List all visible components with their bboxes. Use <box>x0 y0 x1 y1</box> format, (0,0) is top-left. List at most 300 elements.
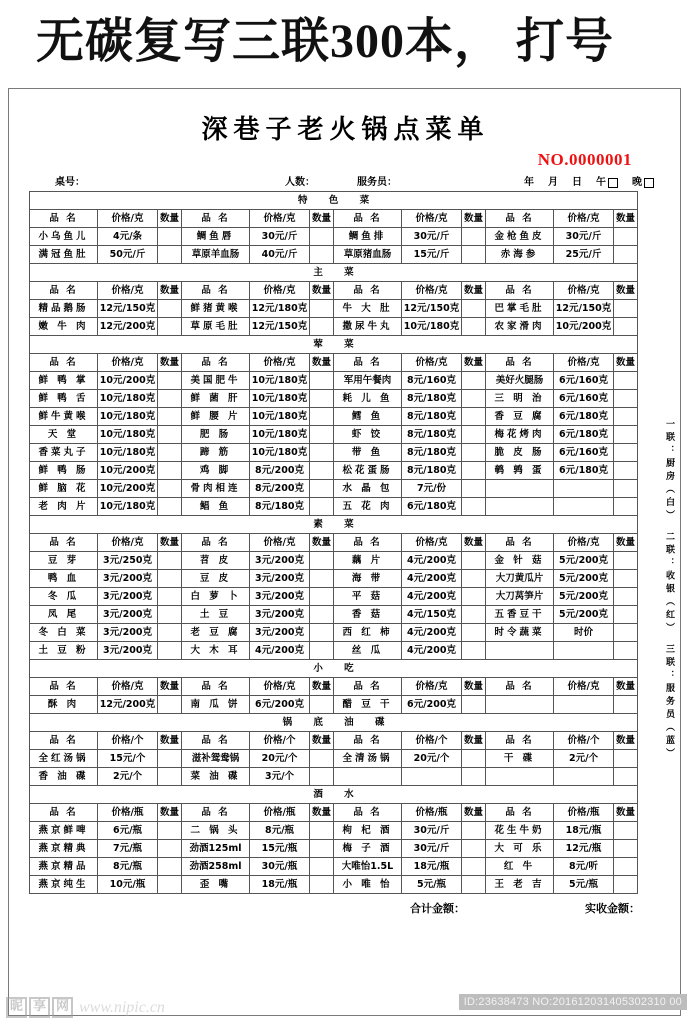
item-price: 3元/200克 <box>98 606 158 624</box>
item-name: 枸 杞 酒 <box>334 822 402 840</box>
night-checkbox[interactable] <box>644 178 654 188</box>
item-name: 大刀黄瓜片 <box>486 570 554 588</box>
header-qty: 数量 <box>310 354 334 372</box>
item-price: 6元/180克 <box>402 498 462 516</box>
item-quantity-cell[interactable] <box>158 426 182 444</box>
item-name: 带 鱼 <box>334 444 402 462</box>
item-price: 12元/150克 <box>250 318 310 336</box>
item-quantity-cell[interactable] <box>462 444 486 462</box>
item-quantity-cell[interactable] <box>158 300 182 318</box>
item-quantity-cell[interactable] <box>310 246 334 264</box>
item-quantity-cell[interactable] <box>310 480 334 498</box>
people-count-label: 人数： <box>285 177 315 188</box>
item-quantity-cell[interactable] <box>310 750 334 768</box>
item-quantity-cell[interactable] <box>614 588 638 606</box>
item-quantity-cell[interactable] <box>158 876 182 894</box>
item-quantity-cell[interactable] <box>310 444 334 462</box>
header-price: 价格/克 <box>250 354 310 372</box>
header-qty: 数量 <box>462 210 486 228</box>
item-price: 8元/180克 <box>402 408 462 426</box>
item-price: 6元/180克 <box>554 462 614 480</box>
item-price: 4元/200克 <box>402 624 462 642</box>
item-name: 牛 大 肚 <box>334 300 402 318</box>
totals-row <box>21 900 670 916</box>
item-price: 4元/条 <box>98 228 158 246</box>
item-price: 10元/200克 <box>98 372 158 390</box>
item-name: 红 牛 <box>486 858 554 876</box>
item-price: 4元/200克 <box>402 588 462 606</box>
section-title: 小 吃 <box>30 660 638 678</box>
item-name: 鲜 腰 片 <box>182 408 250 426</box>
item-name: 海 带 <box>334 570 402 588</box>
item-price: 5元/200克 <box>554 588 614 606</box>
item-quantity-cell[interactable] <box>310 570 334 588</box>
empty-cell <box>334 768 402 786</box>
page-title: 深巷子老火锅点菜单 <box>201 115 490 145</box>
item-price: 30元/斤 <box>554 228 614 246</box>
item-quantity-cell[interactable] <box>462 390 486 408</box>
item-price: 8元/180克 <box>402 426 462 444</box>
item-quantity-cell[interactable] <box>462 624 486 642</box>
item-quantity-cell[interactable] <box>158 246 182 264</box>
item-price: 30元/斤 <box>250 228 310 246</box>
header-price: 价格/克 <box>98 534 158 552</box>
item-quantity-cell[interactable] <box>462 570 486 588</box>
item-name: 老 豆 腐 <box>182 624 250 642</box>
header-price: 价格/克 <box>98 210 158 228</box>
item-quantity-cell[interactable] <box>310 318 334 336</box>
day-label: 日 <box>572 177 582 188</box>
item-name: 脆 皮 肠 <box>486 444 554 462</box>
item-quantity-cell[interactable] <box>614 300 638 318</box>
night-label: 晚 <box>632 177 642 188</box>
table-row <box>30 444 638 462</box>
table-row <box>30 426 638 444</box>
empty-cell <box>554 768 614 786</box>
item-price: 3元/200克 <box>250 552 310 570</box>
item-name: 燕京精典 <box>30 840 98 858</box>
item-price: 3元/200克 <box>250 606 310 624</box>
table-row <box>30 552 638 570</box>
item-quantity-cell[interactable] <box>310 372 334 390</box>
header-name: 品 名 <box>182 804 250 822</box>
item-quantity-cell[interactable] <box>614 480 638 498</box>
item-quantity-cell[interactable] <box>310 840 334 858</box>
item-quantity-cell[interactable] <box>614 552 638 570</box>
item-name: 大唯怡1.5L <box>334 858 402 876</box>
header-name: 品 名 <box>182 678 250 696</box>
item-quantity-cell[interactable] <box>310 822 334 840</box>
item-quantity-cell[interactable] <box>614 606 638 624</box>
item-quantity-cell[interactable] <box>310 300 334 318</box>
header-price: 价格/克 <box>554 678 614 696</box>
item-name: 满冠鱼肚 <box>30 246 98 264</box>
item-quantity-cell[interactable] <box>462 750 486 768</box>
column-header-row <box>30 282 638 300</box>
item-quantity-cell[interactable] <box>614 246 638 264</box>
item-price: 30元/斤 <box>402 228 462 246</box>
header-price: 价格/克 <box>98 354 158 372</box>
item-name: 鲷鱼唇 <box>182 228 250 246</box>
item-quantity-cell[interactable] <box>310 606 334 624</box>
item-quantity-cell[interactable] <box>614 858 638 876</box>
item-price: 6元/160克 <box>554 390 614 408</box>
header-qty: 数量 <box>310 804 334 822</box>
item-quantity-cell[interactable] <box>462 228 486 246</box>
item-quantity-cell[interactable] <box>158 696 182 714</box>
item-name: 白 萝 卜 <box>182 588 250 606</box>
item-quantity-cell[interactable] <box>158 822 182 840</box>
item-quantity-cell[interactable] <box>462 768 486 786</box>
item-price: 3元/250克 <box>98 552 158 570</box>
item-quantity-cell[interactable] <box>614 570 638 588</box>
header-name: 品 名 <box>182 534 250 552</box>
item-quantity-cell[interactable] <box>310 642 334 660</box>
item-quantity-cell[interactable] <box>158 390 182 408</box>
header-qty: 数量 <box>462 678 486 696</box>
item-quantity-cell[interactable] <box>614 642 638 660</box>
table-number-label: 桌号： <box>55 177 85 188</box>
table-row <box>30 408 638 426</box>
item-price: 6元/160克 <box>554 444 614 462</box>
item-quantity-cell[interactable] <box>158 498 182 516</box>
item-name: 劲酒125ml <box>182 840 250 858</box>
item-quantity-cell[interactable] <box>462 426 486 444</box>
table-row <box>30 228 638 246</box>
item-quantity-cell[interactable] <box>158 444 182 462</box>
item-price: 时价 <box>554 624 614 642</box>
item-quantity-cell[interactable] <box>462 552 486 570</box>
item-name: 酥 肉 <box>30 696 98 714</box>
item-quantity-cell[interactable] <box>462 318 486 336</box>
item-name: 鲜 菌 肝 <box>182 390 250 408</box>
item-quantity-cell[interactable] <box>462 246 486 264</box>
item-price: 18元/瓶 <box>554 822 614 840</box>
header-price: 价格/克 <box>250 210 310 228</box>
item-quantity-cell[interactable] <box>614 840 638 858</box>
item-quantity-cell[interactable] <box>614 750 638 768</box>
item-quantity-cell[interactable] <box>614 228 638 246</box>
header-qty: 数量 <box>462 354 486 372</box>
item-quantity-cell[interactable] <box>462 372 486 390</box>
item-quantity-cell[interactable] <box>310 228 334 246</box>
item-price: 6元/瓶 <box>98 822 158 840</box>
column-header-row <box>30 732 638 750</box>
item-quantity-cell[interactable] <box>158 840 182 858</box>
item-quantity-cell[interactable] <box>462 462 486 480</box>
table-row <box>30 480 638 498</box>
header-name: 品 名 <box>30 354 98 372</box>
header-qty: 数量 <box>614 210 638 228</box>
item-quantity-cell[interactable] <box>310 390 334 408</box>
item-price: 3元/200克 <box>250 624 310 642</box>
header-name: 品 名 <box>30 804 98 822</box>
item-quantity-cell[interactable] <box>462 840 486 858</box>
item-price: 8元/瓶 <box>250 822 310 840</box>
item-price: 40元/斤 <box>250 246 310 264</box>
item-price: 12元/150克 <box>98 300 158 318</box>
section-title-row <box>30 192 638 210</box>
header-qty: 数量 <box>614 678 638 696</box>
item-name: 鲜 鸭 肠 <box>30 462 98 480</box>
item-price: 50元/斤 <box>98 246 158 264</box>
header-price: 价格/克 <box>554 354 614 372</box>
item-name: 鳕 鱼 <box>334 408 402 426</box>
item-price: 3元/200克 <box>98 588 158 606</box>
order-number-row <box>21 150 670 170</box>
header-price: 价格/克 <box>554 534 614 552</box>
item-name: 巴掌毛肚 <box>486 300 554 318</box>
item-quantity-cell[interactable] <box>614 624 638 642</box>
item-quantity-cell[interactable] <box>310 858 334 876</box>
item-name: 嫩 牛 肉 <box>30 318 98 336</box>
table-row <box>30 318 638 336</box>
header-price: 价格/克 <box>402 354 462 372</box>
item-quantity-cell[interactable] <box>614 876 638 894</box>
item-quantity-cell[interactable] <box>614 390 638 408</box>
header-name: 品 名 <box>334 354 402 372</box>
item-name: 蹄 筋 <box>182 444 250 462</box>
item-quantity-cell[interactable] <box>310 624 334 642</box>
watermark-char: 享 <box>29 997 50 1018</box>
item-quantity-cell[interactable] <box>158 642 182 660</box>
item-quantity-cell[interactable] <box>462 606 486 624</box>
item-quantity-cell[interactable] <box>462 822 486 840</box>
item-price: 3元/200克 <box>98 642 158 660</box>
item-quantity-cell[interactable] <box>158 462 182 480</box>
table-row <box>30 570 638 588</box>
item-name: 五 花 肉 <box>334 498 402 516</box>
header-price: 价格/克 <box>402 282 462 300</box>
item-quantity-cell[interactable] <box>310 498 334 516</box>
noon-checkbox[interactable] <box>608 178 618 188</box>
year-label: 年 <box>524 177 534 188</box>
header-qty: 数量 <box>158 210 182 228</box>
item-quantity-cell[interactable] <box>158 624 182 642</box>
item-name: 赤海参 <box>486 246 554 264</box>
item-name: 金枪鱼皮 <box>486 228 554 246</box>
item-quantity-cell[interactable] <box>310 768 334 786</box>
empty-cell <box>402 768 462 786</box>
table-row <box>30 642 638 660</box>
top-banner <box>0 0 691 72</box>
item-quantity-cell[interactable] <box>158 408 182 426</box>
item-quantity-cell[interactable] <box>158 552 182 570</box>
section-title-row <box>30 714 638 732</box>
item-quantity-cell[interactable] <box>310 876 334 894</box>
item-price: 8元/听 <box>554 858 614 876</box>
table-row <box>30 750 638 768</box>
item-price: 5元/200克 <box>554 570 614 588</box>
item-quantity-cell[interactable] <box>310 588 334 606</box>
item-price: 4元/200克 <box>402 570 462 588</box>
item-quantity-cell[interactable] <box>462 876 486 894</box>
header-qty: 数量 <box>310 732 334 750</box>
header-price: 价格/瓶 <box>98 804 158 822</box>
item-name: 大刀莴笋片 <box>486 588 554 606</box>
item-quantity-cell[interactable] <box>158 480 182 498</box>
item-price: 12元/200克 <box>98 318 158 336</box>
item-quantity-cell[interactable] <box>462 588 486 606</box>
header-name: 品 名 <box>334 282 402 300</box>
item-quantity-cell[interactable] <box>614 426 638 444</box>
item-price: 8元/瓶 <box>98 858 158 876</box>
item-name: 时令蔬菜 <box>486 624 554 642</box>
header-name: 品 名 <box>486 804 554 822</box>
item-name: 鹌 鹑 蛋 <box>486 462 554 480</box>
item-quantity-cell[interactable] <box>158 588 182 606</box>
header-name: 品 名 <box>182 354 250 372</box>
item-quantity-cell[interactable] <box>462 480 486 498</box>
header-qty: 数量 <box>614 354 638 372</box>
item-price: 18元/瓶 <box>402 858 462 876</box>
item-quantity-cell[interactable] <box>462 642 486 660</box>
column-header-row <box>30 354 638 372</box>
item-quantity-cell[interactable] <box>614 696 638 714</box>
header-price: 价格/克 <box>250 678 310 696</box>
received-amount-label: 实收金额： <box>585 902 640 915</box>
header-qty: 数量 <box>462 732 486 750</box>
item-price: 8元/180克 <box>402 390 462 408</box>
empty-cell <box>486 768 554 786</box>
section-title: 荤 菜 <box>30 336 638 354</box>
item-price: 10元/180克 <box>98 390 158 408</box>
watermark-id: ID:23638473 NO:201612031405302310 00 <box>459 994 687 1010</box>
item-name: 冬 白 菜 <box>30 624 98 642</box>
item-quantity-cell[interactable] <box>310 696 334 714</box>
item-name: 王 老 吉 <box>486 876 554 894</box>
item-name: 鲜 鸭 舌 <box>30 390 98 408</box>
header-name: 品 名 <box>182 732 250 750</box>
item-name: 小 唯 怡 <box>334 876 402 894</box>
item-price: 3元/200克 <box>250 588 310 606</box>
item-price: 5元/200克 <box>554 552 614 570</box>
item-quantity-cell[interactable] <box>614 318 638 336</box>
item-price: 2元/个 <box>554 750 614 768</box>
item-price: 6元/200克 <box>250 696 310 714</box>
header-name: 品 名 <box>334 804 402 822</box>
header-qty: 数量 <box>614 804 638 822</box>
column-header-row <box>30 678 638 696</box>
item-price: 30元/斤 <box>402 840 462 858</box>
item-price: 2元/个 <box>98 768 158 786</box>
item-quantity-cell[interactable] <box>614 768 638 786</box>
header-price: 价格/瓶 <box>250 804 310 822</box>
empty-cell <box>554 480 614 498</box>
item-quantity-cell[interactable] <box>158 372 182 390</box>
item-quantity-cell[interactable] <box>158 570 182 588</box>
header-name: 品 名 <box>30 678 98 696</box>
table-row <box>30 462 638 480</box>
item-quantity-cell[interactable] <box>614 444 638 462</box>
item-quantity-cell[interactable] <box>462 300 486 318</box>
item-quantity-cell[interactable] <box>310 552 334 570</box>
item-price: 4元/200克 <box>250 642 310 660</box>
item-quantity-cell[interactable] <box>614 372 638 390</box>
item-name: 小乌鱼儿 <box>30 228 98 246</box>
section-title: 主 菜 <box>30 264 638 282</box>
item-quantity-cell[interactable] <box>310 408 334 426</box>
item-quantity-cell[interactable] <box>614 408 638 426</box>
header-price: 价格/个 <box>402 732 462 750</box>
item-name: 鲜牛黄喉 <box>30 408 98 426</box>
item-quantity-cell[interactable] <box>614 822 638 840</box>
table-row <box>30 390 638 408</box>
item-quantity-cell[interactable] <box>462 858 486 876</box>
item-name: 老 肉 片 <box>30 498 98 516</box>
header-name: 品 名 <box>486 678 554 696</box>
item-price: 10元/180克 <box>250 372 310 390</box>
header-name: 品 名 <box>30 282 98 300</box>
item-quantity-cell[interactable] <box>158 858 182 876</box>
header-price: 价格/克 <box>554 282 614 300</box>
header-qty: 数量 <box>310 678 334 696</box>
item-name: 骨肉相连 <box>182 480 250 498</box>
table-row <box>30 768 638 786</box>
item-name: 菜 油 碟 <box>182 768 250 786</box>
header-qty: 数量 <box>310 282 334 300</box>
item-quantity-cell[interactable] <box>614 462 638 480</box>
item-name: 鲳 鱼 <box>182 498 250 516</box>
item-price: 20元/个 <box>402 750 462 768</box>
item-price: 15元/瓶 <box>250 840 310 858</box>
item-price: 10元/180克 <box>250 444 310 462</box>
item-quantity-cell[interactable] <box>158 228 182 246</box>
watermark-logo-chars <box>6 997 73 1018</box>
item-name: 松花蛋肠 <box>334 462 402 480</box>
empty-cell <box>486 696 554 714</box>
item-quantity-cell[interactable] <box>158 606 182 624</box>
total-amount-label: 合计金额： <box>410 902 465 915</box>
title-row <box>21 95 670 146</box>
item-price: 7元/份 <box>402 480 462 498</box>
item-quantity-cell[interactable] <box>158 750 182 768</box>
table-row <box>30 876 638 894</box>
header-name: 品 名 <box>486 210 554 228</box>
item-name: 美好火腿肠 <box>486 372 554 390</box>
item-quantity-cell[interactable] <box>462 696 486 714</box>
header-price: 价格/克 <box>98 282 158 300</box>
header-name: 品 名 <box>182 210 250 228</box>
item-quantity-cell[interactable] <box>310 426 334 444</box>
item-price: 30元/斤 <box>402 822 462 840</box>
item-name: 燕京精品 <box>30 858 98 876</box>
waiter-label: 服务员： <box>357 177 397 188</box>
table-row <box>30 246 638 264</box>
item-price: 10元/180克 <box>98 408 158 426</box>
item-quantity-cell[interactable] <box>614 498 638 516</box>
header-name: 品 名 <box>30 210 98 228</box>
item-quantity-cell[interactable] <box>158 768 182 786</box>
item-name: 豆 皮 <box>182 570 250 588</box>
item-quantity-cell[interactable] <box>310 462 334 480</box>
item-price: 3元/200克 <box>250 570 310 588</box>
item-price: 25元/斤 <box>554 246 614 264</box>
copy-legend: 一联：厨房（白） 二联：收银（红） 三联：服务员（蓝） <box>664 419 674 761</box>
item-price: 10元/180克 <box>98 498 158 516</box>
item-quantity-cell[interactable] <box>462 498 486 516</box>
item-name: 全清汤锅 <box>334 750 402 768</box>
item-name: 土 豆 <box>182 606 250 624</box>
header-qty: 数量 <box>158 534 182 552</box>
header-name: 品 名 <box>334 732 402 750</box>
item-price: 10元/180克 <box>402 318 462 336</box>
item-quantity-cell[interactable] <box>158 318 182 336</box>
month-label: 月 <box>548 177 558 188</box>
item-quantity-cell[interactable] <box>462 408 486 426</box>
header-qty: 数量 <box>158 804 182 822</box>
item-name: 草原羊血肠 <box>182 246 250 264</box>
